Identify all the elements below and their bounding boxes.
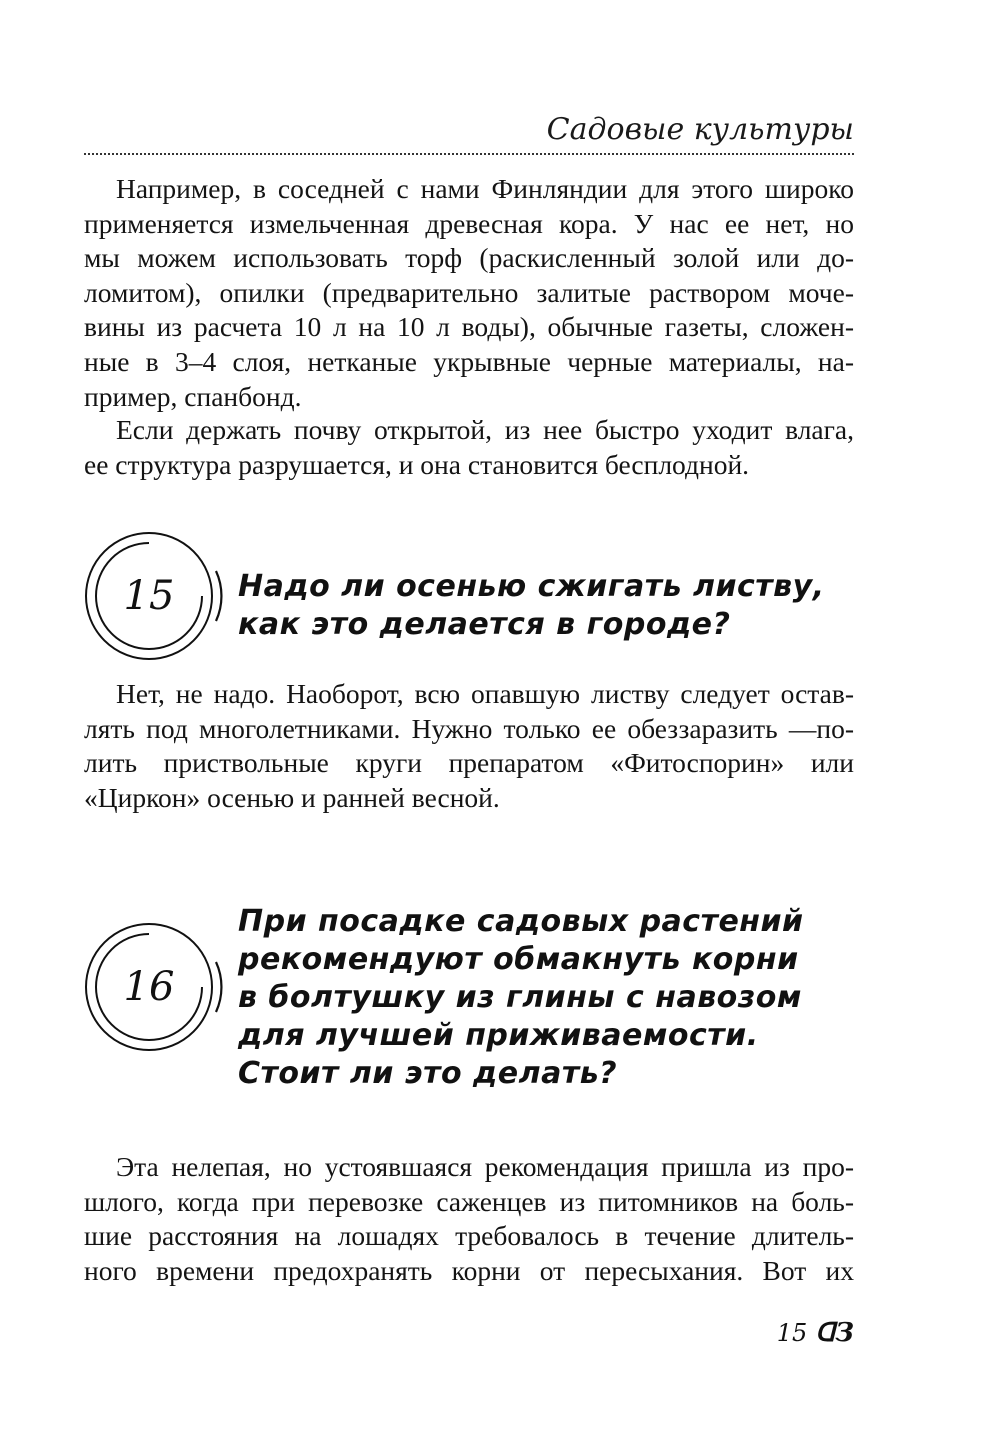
text-line: пример, спанбонд.: [84, 380, 302, 412]
paragraph-1: [84, 172, 854, 414]
text-line: мы можем использовать торф (раскисленный золой или до-: [84, 242, 854, 274]
question-16-text: [238, 903, 804, 1093]
page-folio: [777, 1318, 854, 1348]
text-line: шие расстояния на лошадях требовалось в течение длитель-: [84, 1220, 854, 1252]
question-number: 16: [123, 964, 175, 1010]
text-line: шлого, когда при перевозке саженцев из питомников на боль-: [84, 1185, 854, 1217]
text-line: Если держать почву открытой, из нее быстро уходит влага,: [116, 414, 854, 445]
question-line: в болтушку из глины с навозом: [238, 980, 802, 1015]
question-line: Надо ли осенью сжигать листву,: [238, 569, 825, 604]
question-number: 15: [123, 573, 175, 619]
text-line: ее структура разрушается, и она становится бесплодной.: [84, 448, 750, 480]
question-line: для лучшей приживаемости.: [238, 1018, 759, 1053]
paragraph-2: [84, 413, 854, 482]
text-line: «Циркон» осенью и ранней весной.: [84, 781, 500, 813]
ornament-icon: ᗡЗ: [815, 1318, 854, 1348]
text-line: применяется измельченная древесная кора. У нас ее нет, но: [84, 207, 854, 239]
text-line: ные в 3–4 слоя, нетканые укрывные черные материалы, на-: [84, 345, 854, 377]
page-number: 15: [776, 1319, 808, 1347]
running-head: Садовые культуры: [546, 112, 854, 147]
question-line: При посадке садовых растений: [238, 904, 804, 939]
header-dotted-rule: [84, 153, 854, 155]
question-line: как это делается в городе?: [238, 607, 731, 642]
text-line: ломитом), опилки (предварительно залитые раствором моче-: [84, 276, 854, 308]
text-line: лять под многолетниками. Нужно только ее обеззаразить —по-: [84, 712, 854, 744]
text-line: лить приствольные круги препаратом «Фитоспорин» или: [84, 747, 854, 779]
text-line: Например, в соседней с нами Финляндии для этого широко: [116, 173, 854, 204]
paragraph-3: [84, 677, 854, 815]
question-line: рекомендуют обмакнуть корни: [238, 942, 799, 977]
question-16-badge: [84, 922, 224, 1062]
question-15-text: [238, 568, 825, 644]
text-line: Эта нелепая, но устоявшаяся рекомендация пришла из про-: [116, 1151, 854, 1182]
paragraph-4: [84, 1150, 854, 1288]
question-15-badge: [84, 531, 224, 671]
question-line: Стоит ли это делать?: [238, 1056, 618, 1091]
text-line: Нет, не надо. Наоборот, всю опавшую листву следует остав-: [116, 678, 854, 709]
text-line: ного времени предохранять корни от пересыхания. Вот их: [84, 1254, 854, 1286]
text-line: вины из расчета 10 л на 10 л воды), обычные газеты, сложен-: [84, 311, 854, 343]
